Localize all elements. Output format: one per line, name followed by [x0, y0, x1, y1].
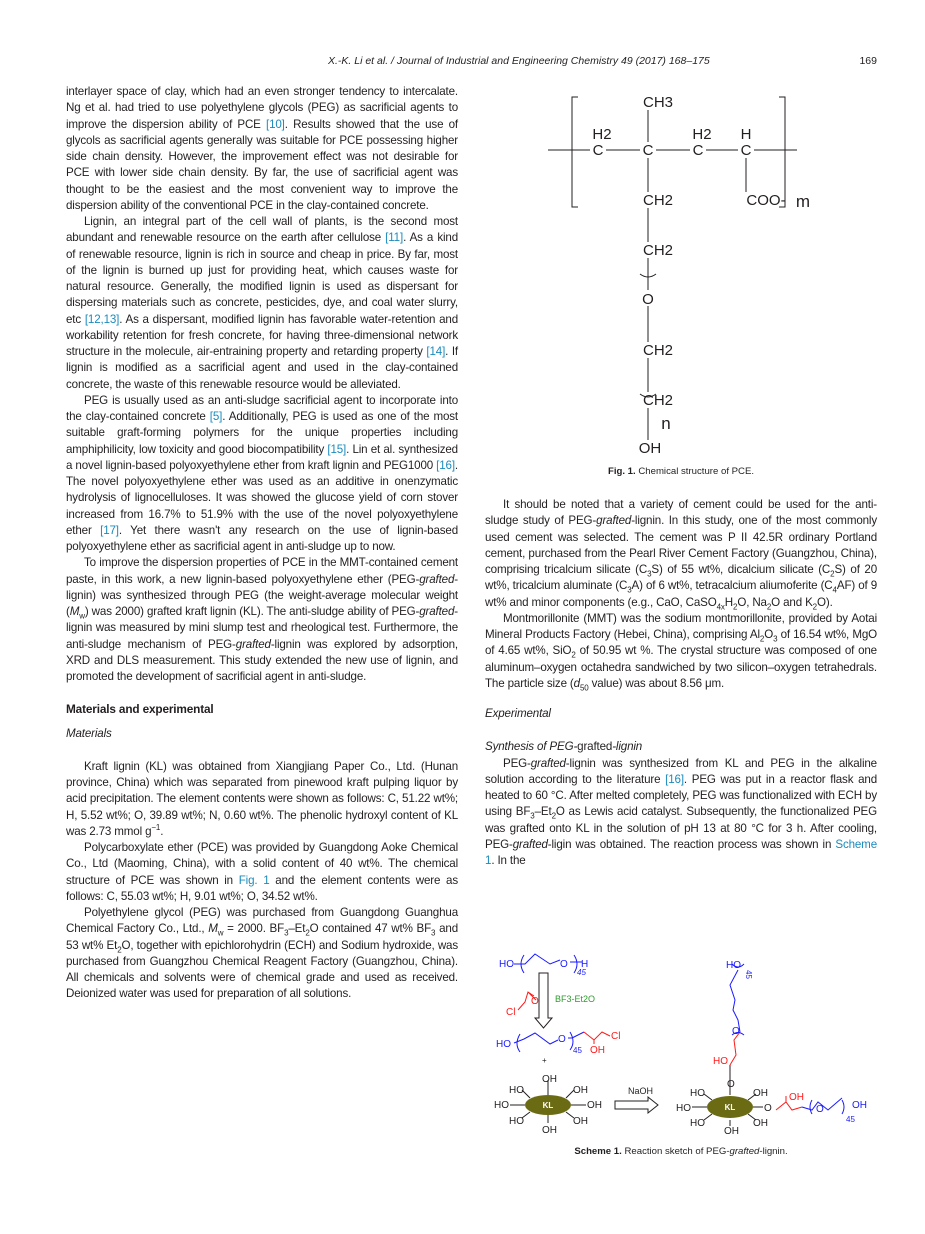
label-ch2: CH2	[642, 242, 674, 259]
label-ho: HO	[690, 1118, 705, 1129]
italic-text: grafted	[419, 572, 455, 586]
catalyst-label: BF3-Et2O	[555, 994, 596, 1004]
text-run: 2	[571, 650, 576, 660]
text-run: w	[217, 928, 224, 938]
label-ch2: CH2	[642, 192, 674, 209]
text-run: AF) of 9 wt% and minor components (e.g., CaO, CaSO	[485, 579, 878, 609]
italic-text: grafted	[235, 637, 271, 651]
text-run: Lignin, an integral part of the cell wall of plants, is the second most abundant and renewable resource on the earth after cellulose	[66, 215, 458, 245]
label-h: H	[740, 126, 752, 143]
paragraph	[485, 756, 877, 870]
text-run: S) of 20 wt%, tricalcium aluminate (C	[485, 563, 877, 593]
label-45: 45	[573, 1046, 582, 1055]
label-h2: H2	[592, 126, 612, 143]
text-run: 3	[627, 585, 632, 595]
label-oh: OH	[542, 1125, 557, 1136]
text-run: To improve the dispersion properties of PCE in the MMT-contained cement paste, in this work, a new lignin-based polyoxyethylene ether (PEG-	[66, 556, 458, 586]
text-run: . As a kind of renewable resource, lignin is rich in source and cheap in price. By far, most of the lignin is burned up just for providing heat, which causes waste for natural resource. Generally, the modified lignin is used as dispersant for dispersing materials such as concrete, pesticides, dye, and coal water slurry, etc	[66, 231, 458, 326]
section-heading: Experimental	[485, 707, 551, 720]
label-ho: HO	[509, 1116, 524, 1127]
text-run: Kraft lignin (KL) was obtained from Xiangjiang Paper Co., Ltd. (Hunan province, China) which was separated from pinewood kraft pulping liquor by acid precipitation. The element contents were shown as follows: C, 51.22 wt%; H, 5.52 wt%; O, 39.89 wt%; N, 0.60 wt%. The phenolic hydroxyl content of KL was 2.73 mmol g	[66, 759, 458, 838]
reference-link[interactable]: [16]	[665, 772, 684, 786]
reference-link[interactable]: [14]	[426, 345, 446, 358]
italic-text: grafted	[596, 514, 632, 528]
label-oh: OH	[789, 1092, 804, 1103]
label-45: 45	[846, 1115, 855, 1124]
reaction-scheme	[480, 940, 880, 1140]
right-column	[485, 497, 877, 869]
paragraph	[66, 905, 458, 1003]
label-ho: HO	[499, 959, 514, 970]
text-run: 3	[431, 928, 436, 938]
label-ho: HO	[726, 960, 741, 971]
text-run: O as Lewis acid catalyst. Subsequently, the functionalized PEG was grafted onto KL in the solution of pH 13 at 80 °C for 3 h. After cooling, PEG-	[485, 805, 877, 851]
reference-link[interactable]: [15]	[327, 442, 347, 456]
page-number: 169	[859, 55, 877, 67]
reference-link[interactable]: Scheme 1	[485, 837, 877, 867]
label-ho: HO	[676, 1103, 691, 1114]
caption-label: Fig. 1.	[607, 466, 636, 477]
label-oh: OH	[590, 1045, 605, 1056]
scheme1-caption	[485, 1146, 877, 1157]
paragraph	[66, 393, 458, 556]
label-oh: OH	[542, 1074, 557, 1085]
text-run: -lignin was synthesized from KL and PEG in the alkaline solution according to the literature	[485, 756, 877, 786]
text-run: Polycarboxylate ether (PCE) was provided by Guangdong Aoke Chemical Co., Ltd (Maoming, China), with a solid content of 40 wt%. The chemical structure of PCE was shown in	[66, 841, 458, 887]
caption-text: -lignin.	[759, 1146, 788, 1157]
text-run: w	[79, 611, 85, 621]
reference-link[interactable]: Fig. 1	[238, 873, 270, 887]
label-c: C	[642, 142, 654, 159]
label-o: O	[764, 1103, 772, 1114]
label-c: C	[740, 142, 752, 159]
label-c: C	[692, 142, 704, 159]
label-oh: OH	[753, 1088, 768, 1099]
text-run: . PEG was put in a reactor flask and heated to 60 °C. After melted completely, PEG was functionalized with ECH by using BF	[485, 772, 877, 819]
reference-link[interactable]: [11]	[385, 231, 404, 245]
naoh-label: NaOH	[628, 1086, 654, 1096]
text-run: .	[160, 824, 164, 838]
subsection-heading	[485, 739, 877, 755]
text-run: 3	[284, 928, 289, 938]
paragraph	[66, 555, 458, 685]
text-run: grafted	[577, 740, 613, 754]
italic-text: grafted	[512, 837, 548, 851]
reference-link[interactable]: [5]	[209, 410, 223, 423]
label-o: O	[642, 291, 654, 308]
caption-label: Scheme 1.	[574, 1146, 622, 1157]
label-m: m	[795, 192, 811, 211]
label-ch2: CH2	[642, 342, 674, 359]
text-run: PEG is usually used as an anti-sludge sacrificial agent to incorporate into the clay-contained concrete	[66, 393, 458, 423]
label-oh: OH	[587, 1100, 602, 1111]
text-run: O contained 47 wt% BF	[309, 922, 432, 936]
text-run: 50	[579, 683, 589, 693]
section-heading: Materials and experimental	[66, 702, 214, 717]
reference-link[interactable]: [10]	[266, 117, 285, 131]
label-cl: Cl	[506, 1007, 516, 1018]
label-oh: OH	[753, 1118, 768, 1129]
text-run: 2	[766, 601, 772, 611]
paragraph	[66, 84, 458, 214]
label-o: O	[816, 1104, 824, 1115]
label-ho: HO	[494, 1100, 509, 1111]
text-run: ) was 2000) grafted kraft lignin (KL). The anti-sludge ability of PEG-	[84, 605, 420, 618]
text-run: 3	[647, 569, 652, 579]
paragraph	[485, 611, 877, 692]
plus-sign: +	[542, 1056, 547, 1065]
text-run: 2	[733, 601, 738, 611]
text-run: O	[764, 628, 774, 641]
text-run: value) was about 8.56 μm.	[588, 676, 725, 690]
text-run: -lignin was explored by adsorption, XRD and DLS measurement. This study extended the new use of lignin, and promoted the development of sacrificial agent in anti-sludge.	[66, 637, 458, 683]
paragraph	[66, 759, 458, 840]
text-run: . Yet there wasn't any research on the use of lignin-based polyoxyethylene ether as sacrificial agent in anti-sludge up to now.	[66, 523, 459, 553]
text-run: It should be noted that a variety of cement could be used for the anti- sludge study of PEG-	[485, 498, 877, 528]
text-run: 2	[551, 811, 556, 821]
label-oh: OH	[852, 1100, 867, 1111]
label-ch2: CH2	[642, 392, 674, 409]
text-run: 3	[530, 811, 535, 821]
text-run: interlayer space of clay, which had an even stronger tendency to intercalate. Ng et al. had tried to use polyethylene glycols (PEG) as sacrificial agents to improve the dispersion ability of PCE	[66, 85, 458, 131]
italic-text: d	[573, 676, 580, 690]
caption-text: Reaction sketch of PEG-	[624, 1146, 730, 1157]
text-run: Montmorillonite (MMT) was the sodium montmorillonite, provided by Aotai Mineral Products Factory (Hebei, China), comprising Al	[485, 611, 877, 641]
text-run: of 50.95 wt %. The crystal structure was composed of one aluminum–oxygen octahedra sandwiched by two silicon–oxygen tetrahedrals. The particle size (	[485, 644, 877, 690]
label-o: O	[727, 1079, 735, 1090]
caption-text: Chemical structure of PCE.	[638, 466, 755, 477]
label-ch3: CH3	[642, 94, 674, 111]
text-run: Polyethylene glycol (PEG) was purchased from Guangdong Guanghua Chemical Factory Co., Ltd.,	[66, 906, 458, 936]
text-run: 4	[832, 585, 837, 595]
pce-structure-figure	[540, 88, 830, 463]
label-oh: OH	[724, 1126, 739, 1137]
paragraph	[66, 214, 458, 393]
text-run: . Lin et al. synthesized a novel lignin-based polyoxyethylene ether from kraft lignin and PEG1000	[66, 442, 458, 472]
text-run: . Results showed that the use of glycols as sacrificial agents generally was suitable for PCE possessing higher side chain density. However, the improvement effect was not desirable for PCE with lower side chain density. By far, the use of sacrificial agent was thought to be the easiest and the most convenient way to improve the dispersion ability of the conventional PCE in the clay-contained concrete.	[66, 117, 458, 212]
text-run: 2	[117, 944, 122, 954]
text-run: O, Na	[737, 595, 767, 609]
subsection-heading: Materials	[66, 726, 112, 740]
text-run: . As a dispersant, modified lignin has favorable water-retention and workability retention for fresh concrete, for having three-dimensional network structure in the molecule, air-entraining property and retarding property	[66, 312, 458, 358]
text-run: PEG-	[503, 756, 531, 770]
figure1-caption	[485, 466, 877, 477]
text-run: -lignin	[612, 740, 643, 754]
text-run: O).	[816, 595, 833, 609]
text-run: . Additionally, PEG is used as one of the most suitable graft-forming polymers for the unique properties including amphiphilicity, low toxicity and good biocompatibility	[66, 410, 458, 456]
text-run: O and K	[771, 595, 813, 609]
text-run: 2	[830, 569, 835, 579]
italic-text: M	[69, 605, 80, 618]
label-ho: HO	[690, 1088, 705, 1099]
label-h2: H2	[692, 126, 712, 143]
label-o: O	[732, 1026, 740, 1037]
text-run: . The novel polyoxyethylene ether was used as an additive in onenzymatic hydrolysis of lignocelluloses. It was showed the glucose yield of corn stover increased from 16.7% to 51.9% with the use of the novel polyoxyethylene ether	[66, 458, 458, 537]
text-run: 2	[812, 601, 817, 611]
text-run: 2	[305, 928, 310, 938]
caption-italic: grafted	[729, 1146, 760, 1157]
label-kl: KL	[724, 1103, 736, 1112]
label-coo: COO-	[746, 192, 786, 209]
italic-text: grafted	[530, 756, 566, 770]
label-oh: OH	[638, 440, 662, 457]
text-run: = 2000. BF	[223, 922, 285, 936]
label-ho: HO	[713, 1056, 728, 1067]
text-run: -lignin) was synthesized through PEG (the weight-average molecular weight (	[66, 572, 458, 618]
text-run: –Et	[534, 805, 552, 819]
label-oh: OH	[573, 1085, 588, 1096]
running-header: X.-K. Li et al. / Journal of Industrial and Engineering Chemistry 49 (2017) 168–175	[328, 55, 710, 67]
label-c: C	[592, 142, 604, 159]
italic-text: grafted	[419, 605, 455, 618]
label-45: 45	[744, 970, 753, 979]
label-kl: KL	[542, 1101, 554, 1110]
label-oh: OH	[573, 1116, 588, 1127]
text-run: and 53 wt% Et	[66, 922, 458, 952]
label-o: O	[558, 1034, 566, 1045]
text-run: of 16.54 wt%, MgO of 4.65 wt%, SiO	[485, 628, 877, 658]
italic-text: M	[208, 922, 218, 936]
text-run: –Et	[288, 922, 306, 936]
label-o: O	[560, 959, 568, 970]
text-run: -lignin. In this study, one of the most commonly used cement was selected. The cement was P II 42.5R ordinary Portland cement, purchased from the Pearl River Cement Factory (Guangzhou, China), comprising tricalcium silicate (C	[485, 514, 877, 576]
paragraph	[66, 840, 458, 905]
text-run: . If lignin is modified as a sacrificial agent and used in the clay-contained concrete, the waste of this renewable resource would be alleviated.	[66, 345, 458, 391]
text-run: −1	[151, 822, 161, 832]
label-45: 45	[577, 968, 586, 977]
text-run: O, together with epichlorohydrin (ECH) and Sodium hydroxide, was purchased from Guangzhou Chemical Reagent Factory (Guangzhou, China). All chemicals and solvents were of chemical grade and used as received. Deionized water was used for preparation of all solutions.	[66, 938, 458, 1001]
text-run: and the element contents were as follows: C, 55.03 wt%; H, 9.01 wt%; O, 34.52 wt%.	[66, 873, 458, 903]
label-ho: HO	[509, 1085, 524, 1096]
text-run: . In the	[491, 854, 526, 867]
label-h: H	[581, 959, 589, 970]
label-ho: HO	[496, 1039, 511, 1050]
label-n: n	[661, 414, 671, 433]
reference-link[interactable]: [12,13]	[84, 312, 120, 326]
left-column	[66, 84, 458, 1003]
text-run: 4x	[716, 601, 725, 611]
text-run: S) of 55 wt%, dicalcium silicate (C	[651, 563, 831, 576]
label-o: O	[531, 996, 539, 1007]
text-run: Synthesis of PEG-	[485, 740, 578, 754]
paragraph	[485, 497, 877, 611]
text-run: A) of 6 wt%, tetracalcium aliumoferite (C	[631, 579, 833, 593]
reference-link[interactable]: [17]	[100, 523, 119, 537]
label-cl: Cl	[611, 1031, 621, 1042]
text-run: -lignin was measured by mini slump test and rheological test. Furthermore, the anti-sludge mechanism of PEG-	[66, 605, 458, 651]
text-run: -ligin was obtained. The reaction process was shown in	[547, 837, 836, 851]
text-run: 2	[759, 634, 765, 644]
reference-link[interactable]: [16]	[436, 458, 455, 472]
text-run: 3	[773, 634, 778, 644]
text-run: H	[724, 595, 734, 609]
